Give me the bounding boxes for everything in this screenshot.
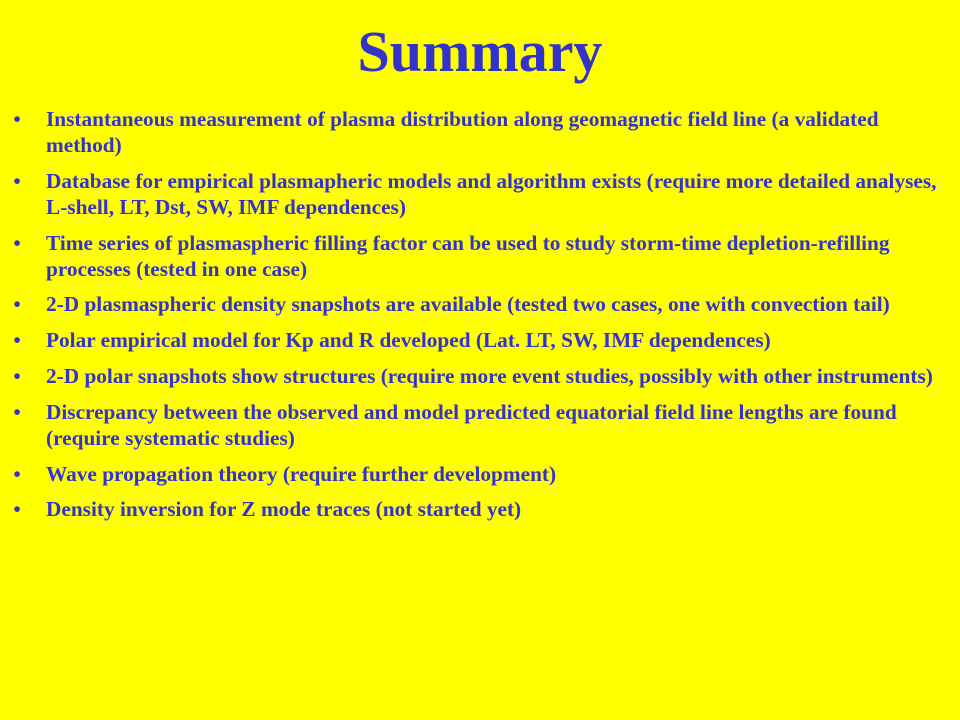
bullet-item xyxy=(0,327,960,353)
bullet-text: Polar empirical model for Kp and R developed (Lat. LT, SW, IMF dependences) xyxy=(46,328,771,353)
bullet-text: Instantaneous measurement of plasma distribution along geomagnetic field line (a validated method) xyxy=(46,107,879,157)
bullet-icon: • xyxy=(13,363,21,388)
bullet-item xyxy=(0,363,960,389)
bullet-item xyxy=(0,496,960,522)
bullet-icon: • xyxy=(13,461,21,486)
bullet-item xyxy=(0,399,960,451)
bullet-item xyxy=(0,461,960,487)
bullet-text: 2-D plasmaspheric density snapshots are available (tested two cases, one with convection tail) xyxy=(46,292,890,317)
bullet-text: 2-D polar snapshots show structures (require more event studies, possibly with other instruments) xyxy=(46,363,933,388)
bullet-text: Database for empirical plasmapheric models and algorithm exists (require more detailed analyses, L-shell, LT, Dst, SW, IMF dependences) xyxy=(46,168,937,219)
bullet-icon: • xyxy=(13,107,21,131)
bullet-text: Time series of plasmaspheric filling factor can be used to study storm-time depletion-refilling processes (tested in one case) xyxy=(46,230,890,281)
bullet-icon: • xyxy=(13,230,21,255)
bullet-icon: • xyxy=(13,168,21,193)
slide-title: Summary xyxy=(357,19,603,84)
bullet-text: Wave propagation theory (require further development) xyxy=(46,461,557,486)
bullet-icon: • xyxy=(13,328,21,353)
bullet-list xyxy=(0,106,960,532)
bullet-item xyxy=(0,168,960,220)
bullet-item xyxy=(0,106,960,158)
bullet-item xyxy=(0,230,960,282)
bullet-icon: • xyxy=(13,399,21,424)
bullet-item xyxy=(0,291,960,317)
bullet-text: Density inversion for Z mode traces (not started yet) xyxy=(46,497,522,522)
bullet-icon: • xyxy=(13,497,21,522)
bullet-text: Discrepancy between the observed and model predicted equatorial field line lengths are found (require systematic studies) xyxy=(46,399,897,450)
bullet-icon: • xyxy=(13,292,21,317)
